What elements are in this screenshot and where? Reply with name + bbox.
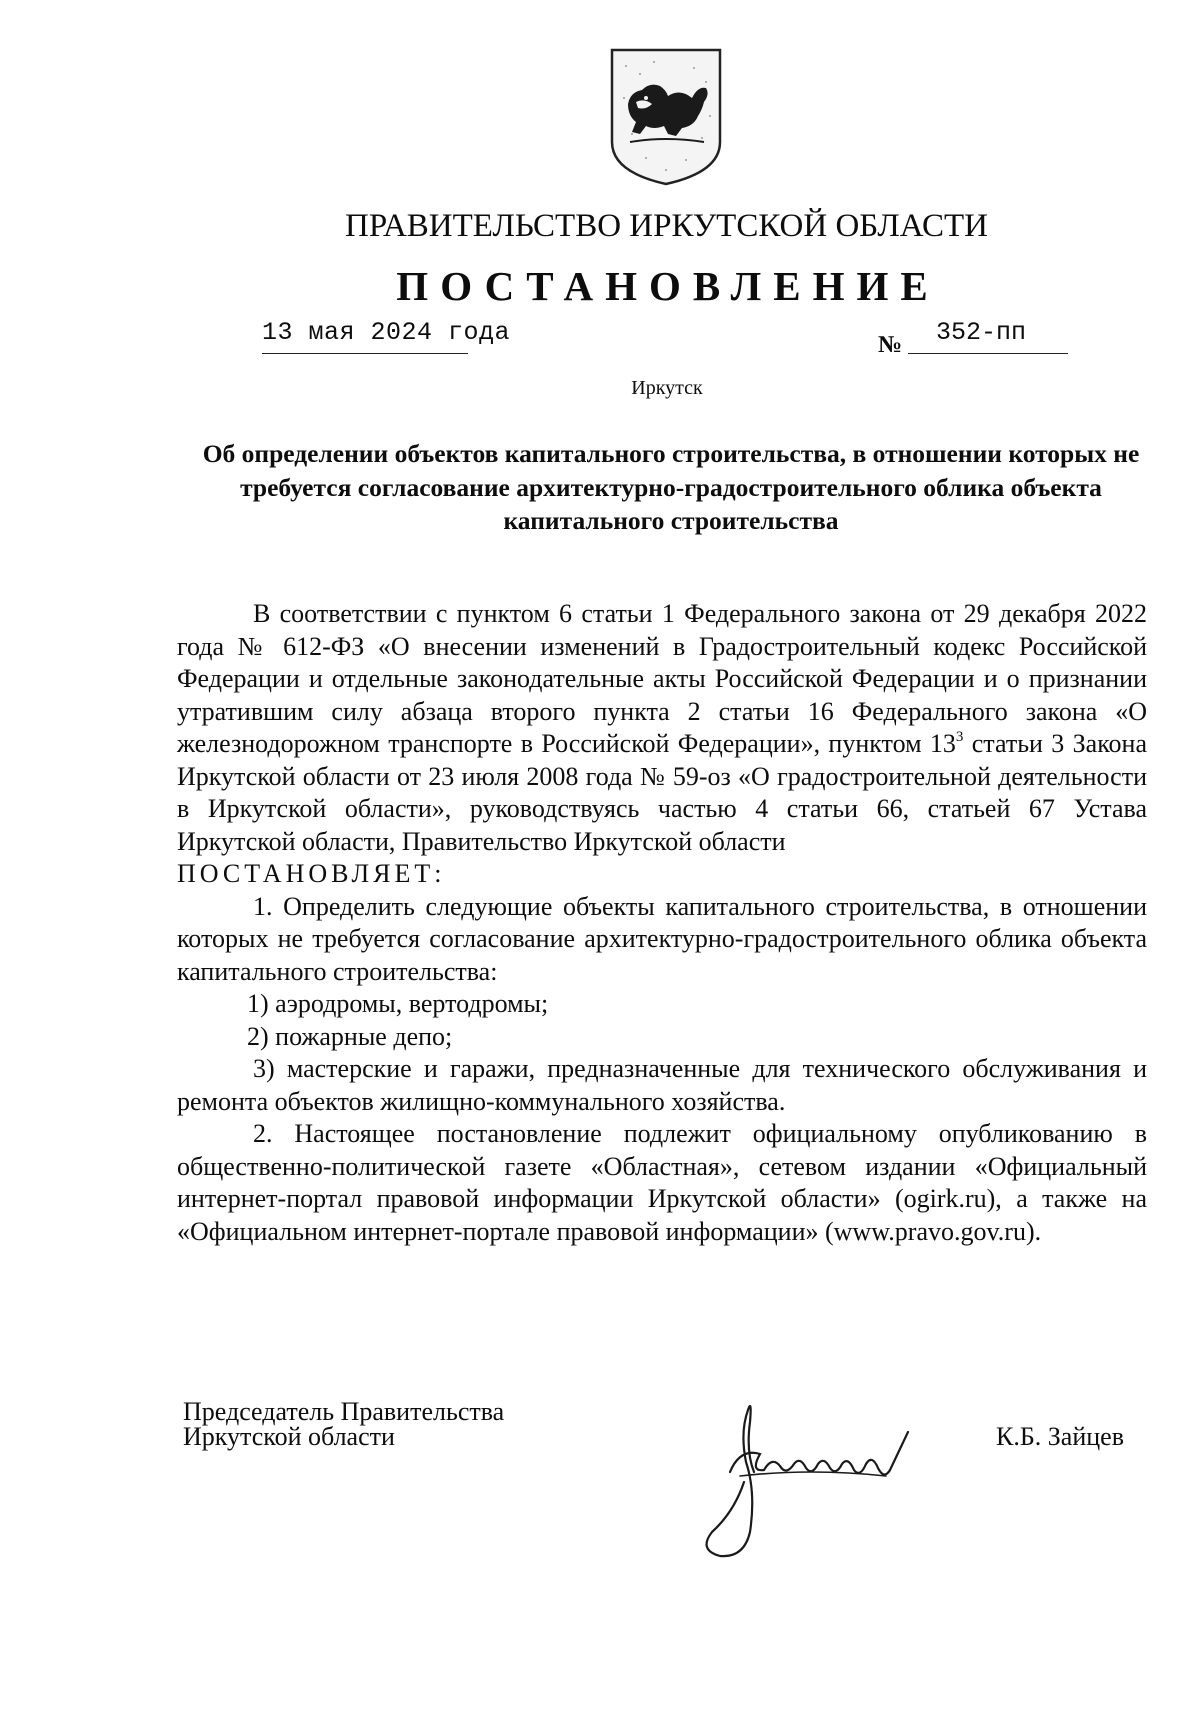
clause-1: 1. Определить следующие объекты капитального строительства, в отношении которых не требуется согласование архитектурно-градостроительного облика объекта капитального строительства: [177, 891, 1147, 986]
city-name: Иркутск [631, 377, 703, 399]
document-title: Об определении объектов капитального строительства, в отношении которых не требуется согласование архитектурно-градостроительного облика объекта капитального строительства [202, 439, 1140, 535]
organization-name: ПРАВИТЕЛЬСТВО ИРКУТСКОЙ ОБЛАСТИ [345, 208, 988, 244]
decree-word: ПОСТАНОВЛЯЕТ: [177, 859, 446, 888]
preamble-text-1: В соответствии с пунктом 6 статьи 1 Федерального закона от 29 декабря 2022 года № 612-ФЗ «О внесении изменений в Градостроительный кодекс Российской Федерации и отдельные законодательные акты Российской Федерации и о признании утратившим силу абзаца второго пункта 2 статьи 16 Федерального закона «О железнодорожном транспорте в Российской Федерации», пунктом 13 [177, 599, 1147, 758]
list-item: 3) мастерские и гаражи, предназначенные для технического обслуживания и ремонта объектов жилищно-коммунального хозяйства. [177, 1054, 1147, 1116]
document-body [177, 598, 1147, 1248]
signatory-role-line-1: Председатель Правительства [183, 1397, 505, 1426]
document-date: 13 мая 2024 года [262, 318, 511, 347]
document-number: 352-пп [936, 318, 1027, 347]
coat-of-arms-icon [606, 46, 726, 188]
number-underline [908, 353, 1068, 354]
document-kind: ПОСТАНОВЛЕНИЕ [396, 263, 940, 309]
signatory-role [183, 1399, 504, 1449]
preamble-paragraph [177, 598, 1147, 858]
list-item: 2) пожарные депо; [247, 1021, 453, 1051]
date-underline [262, 353, 468, 354]
list-item: 1) аэродромы, вертодромы; [247, 989, 549, 1018]
signatory-name: К.Б. Зайцев [996, 1422, 1124, 1451]
signatory-role-line-2: Иркутской области [183, 1422, 395, 1451]
preamble-superscript: 3 [955, 729, 964, 745]
clause-2: 2. Настоящее постановление подлежит официальному опубликованию в общественно-политической газете «Областная», сетевом издании «Официальный интернет-портал правовой информации Иркутской области» (ogirk.ru), а также на «Официальном интернет-портале правовой информации» (www.pravo.gov.ru). [177, 1119, 1147, 1246]
number-sign: № [878, 332, 903, 358]
preamble-text-2: статьи 3 Закона Иркутской области от 23 июля 2008 года № 59-оз «О градостроительной деятельности в Иркутской области», руководствуясь частью 4 статьи 66, статьей 67 Устава Иркутской области, Правительство Иркутской области [177, 729, 1147, 856]
handwritten-signature-icon [690, 1372, 950, 1562]
